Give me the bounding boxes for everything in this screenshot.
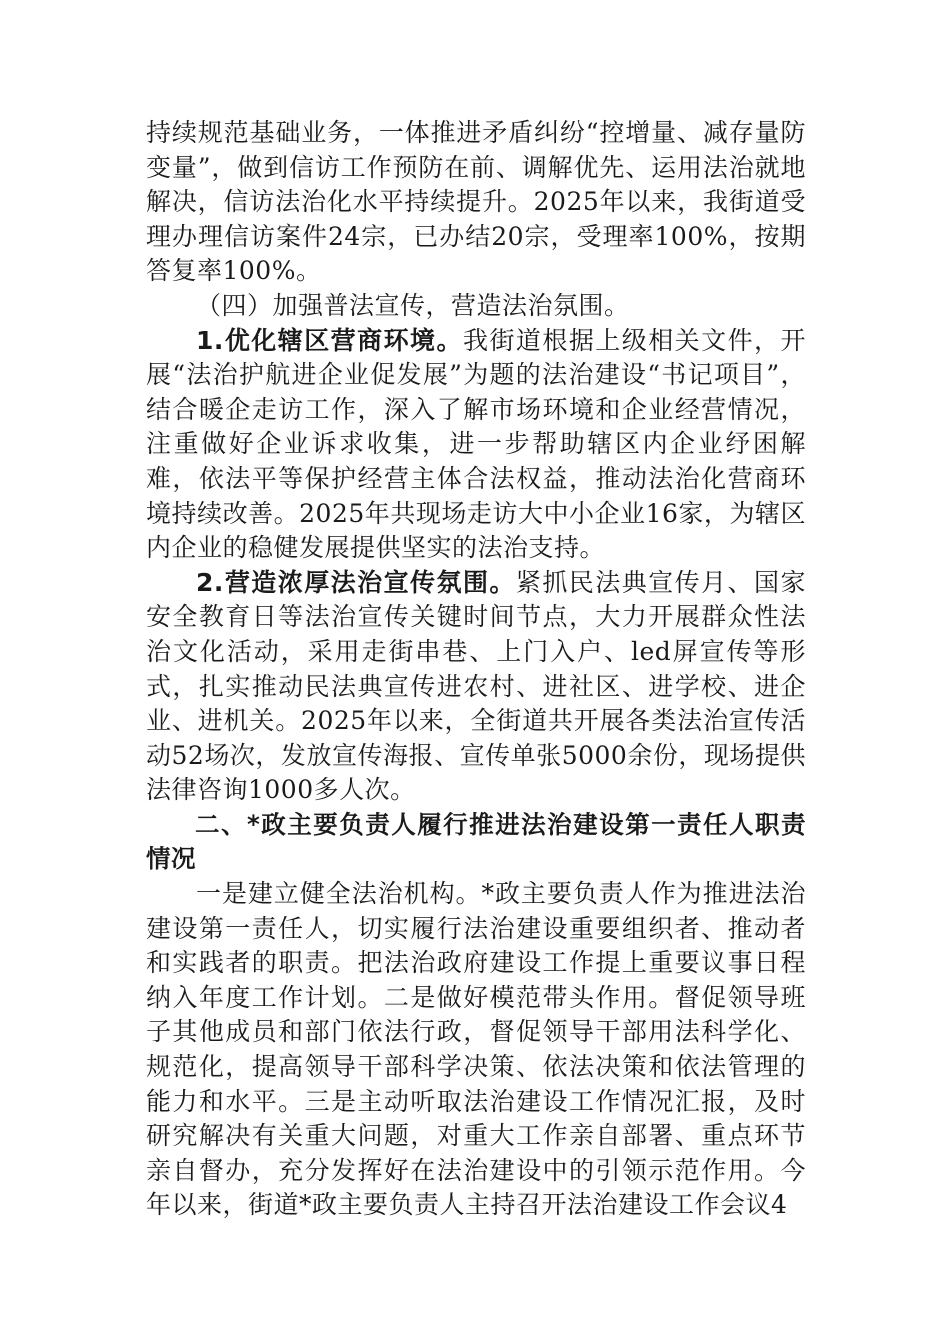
item-1-lead: 1.优化辖区营商环境。	[196, 325, 463, 355]
item-2-body: 紧抓民法典宣传月、国家安全教育日等法治宣传关键时间节点，大力开展群众性法治文化活动，采用走街串巷、上门入户、led屏宣传等形式，扎实推动民法典宣传进农村、进社区、进学校、进企业、进机关。2025年以来，全街道共开展各类法治宣传活动52场次，发放宣传海报、宣传单张5000余份，现场提供法律咨询1000多人次。	[146, 567, 806, 805]
paragraph-legal-publicity	[146, 566, 806, 808]
paragraph-petition-work: 持续规范基础业务，一体推进矛盾纠纷“控增量、减存量防变量”，做到信访工作预防在前、调解优先、运用法治就地解决，信访法治化水平持续提升。2025年以来，我街道受理办理信访案件24宗，已办结20宗，受理率100%，按期答复率100%。	[146, 118, 806, 286]
item-2-lead: 2.营造浓厚法治宣传氛围。	[196, 567, 516, 597]
section-2-heading: 二、*政主要负责人履行推进法治建设第一责任人职责情况	[146, 809, 806, 874]
paragraph-business-environment	[146, 324, 806, 566]
section-4-title: （四）加强普法宣传，营造法治氛围。	[196, 290, 630, 320]
paragraph-responsibilities: 一是建立健全法治机构。*政主要负责人作为推进法治建设第一责任人，切实履行法治建设重要组织者、推动者和实践者的职责。把法治政府建设工作提上重要议事日程纳入年度工作计划。二是做好模范带头作用。督促领导班子其他成员和部门依法行政，督促领导干部用法科学化、规范化，提高领导干部科学决策、依法决策和依法管理的能力和水平。三是主动听取法治建设工作情况汇报，及时研究解决有关重大问题，对重大工作亲自部署、重点环节亲自督办，充分发挥好在法治建设中的引领示范作用。今年以来，街道*政主要负责人主持召开法治建设工作会议4	[146, 879, 806, 1220]
document-body	[146, 116, 806, 1223]
item-1-body: 我街道根据上级相关文件，开展“法治护航进企业促发展”为题的法治建设“书记项目”，结合暖企走访工作，深入了解市场环境和企业经营情况，注重做好企业诉求收集，进一步帮助辖区内企业纾困解难，依法平等保护经营主体合法权益，推动法治化营商环境持续改善。2025年共现场走访大中小企业16家，为辖区内企业的稳健发展提供坚实的法治支持。	[146, 325, 806, 563]
